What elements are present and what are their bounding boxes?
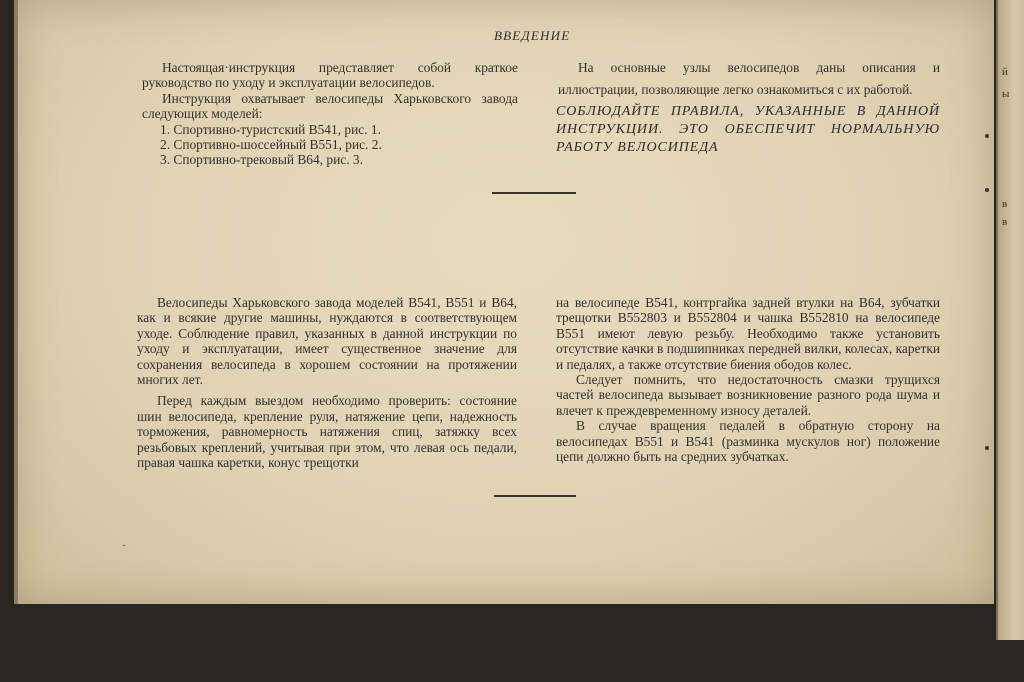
model-item: 3. Спортивно-трековый В64, рис. 3. xyxy=(160,152,363,168)
intro-right-column xyxy=(558,57,940,101)
page-edge xyxy=(14,0,18,604)
model-item: 2. Спортивно-шоссейный В551, рис. 2. xyxy=(160,137,382,153)
body-paragraph: Следует помнить, что недостаточность смазки трущихся частей велосипеда вызывает возникновение разного рода шума и влечет к преждевременному износу деталей. xyxy=(556,372,940,418)
next-page-fragment: й xyxy=(1002,66,1008,78)
binding-hole xyxy=(985,188,989,192)
next-page-fragment: в xyxy=(1002,198,1008,210)
next-page-fragment: в xyxy=(1002,216,1008,228)
intro-paragraph: Настоящая·инструкция представляет собой краткое руководство по уходу и эксплуатации велосипедов. xyxy=(142,60,518,91)
next-page-fragment: ы xyxy=(1002,88,1010,100)
models-list xyxy=(142,122,518,168)
body-right-column xyxy=(556,295,940,464)
intro-paragraph: Инструкция охватывает велосипеды Харьковского завода следующих моделей: xyxy=(142,90,518,122)
model-item: 1. Спортивно-туристский В541, рис. 1. xyxy=(160,121,381,137)
paper-speck: · xyxy=(122,540,126,552)
intro-left-column xyxy=(142,60,518,168)
section-divider xyxy=(492,192,576,194)
body-paragraph: В случае вращения педалей в обратную сторону на велосипедах В551 и В541 (разминка мускулов ног) положение цепи должно быть на средних зубчатках. xyxy=(556,418,940,465)
body-paragraph: Велосипеды Харьковского завода моделей В541, В551 и В64, как и всякие другие машины, нуждаются в соответствующем уходе. Соблюдение правил, указанных в данной инструкции по уходу и эксплуатации, имеет существенное значение для сохранения велосипеда в хорошем состоянии на протяжении многих лет. xyxy=(137,295,517,388)
section-heading: ВВЕДЕНИЕ xyxy=(494,28,571,43)
section-divider xyxy=(494,495,576,497)
binding-hole xyxy=(985,134,989,138)
caution-notice: СОБЛЮДАЙТЕ ПРАВИЛА, УКАЗАННЫЕ В ДАННОЙ ИНСТРУКЦИИ. ЭТО ОБЕСПЕЧИТ НОРМАЛЬНУЮ РАБОТУ ВЕЛОСИПЕДА xyxy=(556,104,940,155)
next-page-edge xyxy=(996,0,1024,640)
body-left-column xyxy=(137,295,517,470)
body-paragraph: Перед каждым выездом необходимо проверить: состояние шин велосипеда, крепление руля, натяжение цепи, надежность торможения, равномерность натяжения спиц, затяжку всех резьбовых креплений, учитывая при этом, что левая ось педали, правая чашка каретки, конус трещотки xyxy=(137,393,517,471)
intro-paragraph: На основные узлы велосипедов даны описания и иллюстрации, позволяющие легко ознакомиться с их работой. xyxy=(558,60,940,97)
body-paragraph: на велосипеде В541, контргайка задней втулки на В64, зубчатки трещотки В552803 и В552804 и чашка В552810 на велосипеде В551 имеют левую резьбу. Необходимо также установить отсутствие качки в подшипниках передней вилки, колесах, каретки и педалях, а также отсутствие биения ободов колес. xyxy=(556,295,940,372)
binding-hole xyxy=(985,446,989,450)
